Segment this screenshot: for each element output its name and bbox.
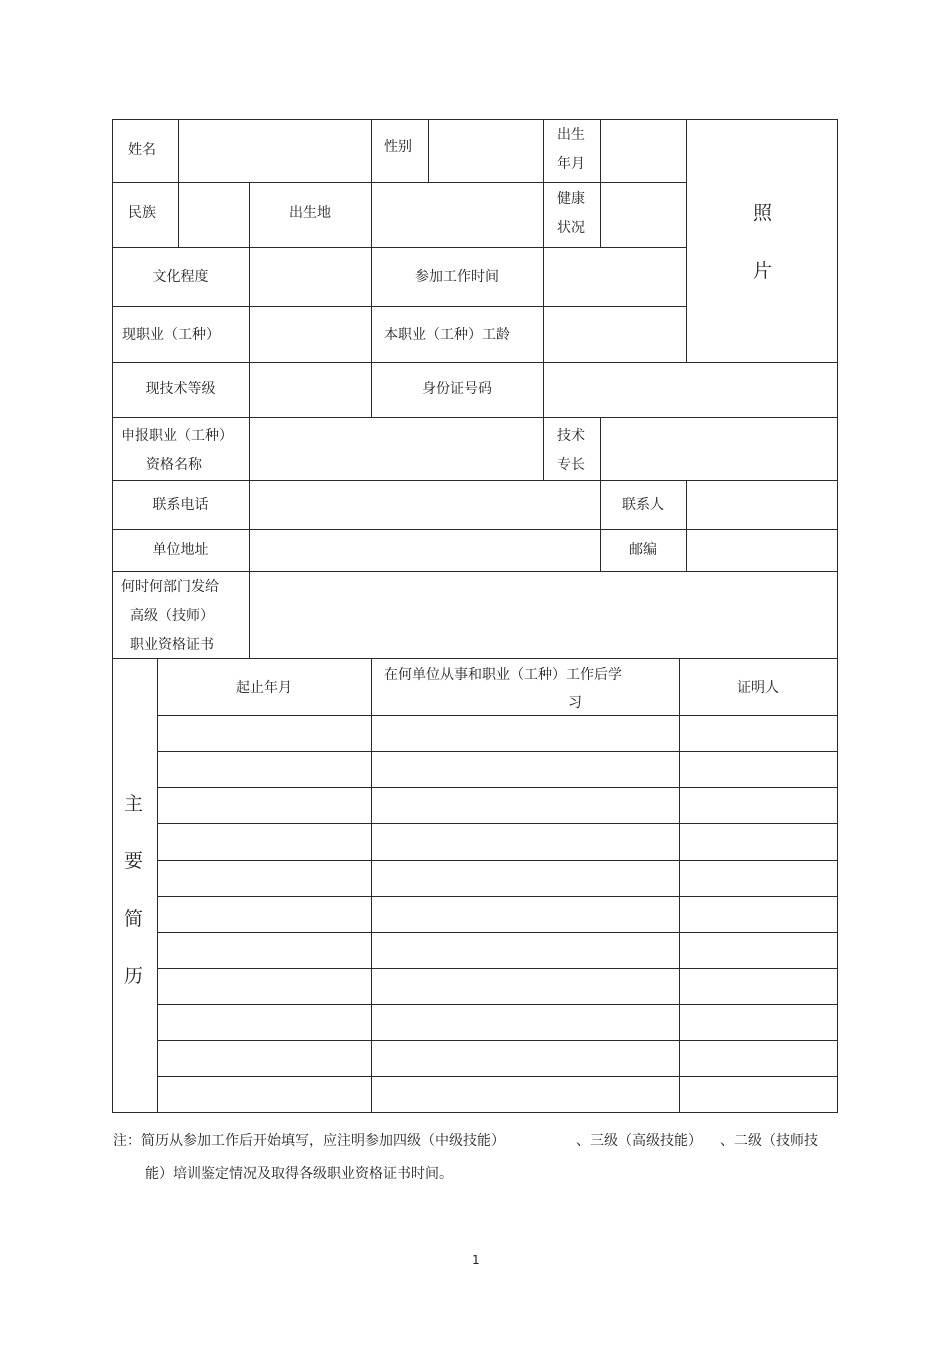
resume-col-line: [371, 658, 372, 1113]
form-border-top: [112, 119, 838, 120]
row-line-7: [112, 529, 838, 530]
footnote-line1-part2: 、三级（高级技能）: [576, 1133, 702, 1149]
resume-section-label-char4: 历: [124, 965, 144, 987]
resume-work-header-line1: 在何单位从事和职业（工种）工作后学: [384, 667, 622, 683]
photo-label-line2: 片: [753, 260, 773, 282]
col-line: [600, 417, 601, 480]
row-line-2: [112, 247, 687, 248]
birth-date-label-line1: 出生: [557, 127, 585, 143]
work-start-label: 参加工作时间: [415, 269, 499, 285]
row-line-5: [112, 417, 838, 418]
contact-label: 联系人: [622, 497, 664, 513]
tech-level-label: 现技术等级: [145, 381, 216, 397]
photo-label-line1: 照: [753, 202, 773, 224]
phone-label: 联系电话: [152, 497, 209, 513]
education-label: 文化程度: [152, 269, 209, 285]
current-job-label: 现职业（工种）: [122, 327, 220, 343]
form-border-bottom: [112, 1112, 838, 1113]
applied-job-label-line2: 资格名称: [146, 457, 202, 473]
page-number: 1: [472, 1253, 480, 1267]
postcode-label: 邮编: [629, 542, 657, 558]
footnote-line1-part3: 、二级（技师技: [720, 1133, 818, 1149]
row-line-6: [112, 480, 838, 481]
footnote-line2: 能）培训鉴定情况及取得各级职业资格证书时间。: [145, 1166, 453, 1182]
col-line: [428, 119, 429, 182]
resume-row-line: [157, 1004, 838, 1005]
resume-row-line: [157, 1040, 838, 1041]
certificate-label-line1: 何时何部门发给: [121, 579, 219, 595]
resume-col-line: [679, 658, 680, 1113]
col-line: [600, 119, 601, 247]
specialty-label-line1: 技术: [557, 428, 585, 444]
col-line: [371, 119, 372, 182]
applied-job-label-line1: 申报职业（工种）: [121, 428, 233, 444]
col-line: [249, 182, 250, 658]
col-line: [686, 119, 687, 362]
resume-row-line: [157, 896, 838, 897]
resume-row-line: [157, 860, 838, 861]
form-border-right: [837, 119, 838, 1113]
col-line: [686, 480, 687, 571]
specialty-label-line2: 专长: [557, 457, 585, 473]
ethnicity-label: 民族: [128, 205, 156, 221]
resume-row-line: [157, 823, 838, 824]
row-line-3: [112, 306, 687, 307]
resume-row-line: [157, 1076, 838, 1077]
col-line: [178, 119, 179, 247]
gender-label: 性别: [384, 139, 412, 155]
health-label-line2: 状况: [557, 220, 585, 236]
resume-col-line: [157, 658, 158, 1113]
row-line-8: [112, 571, 838, 572]
certificate-label-line2: 高级（技师）: [130, 608, 214, 624]
resume-row-line: [157, 751, 838, 752]
name-label: 姓名: [128, 142, 156, 158]
job-years-label: 本职业（工种）工龄: [384, 327, 510, 343]
resume-section-label-char2: 要: [124, 850, 144, 872]
resume-row-line: [157, 787, 838, 788]
certificate-label-line3: 职业资格证书: [130, 637, 214, 653]
resume-section-label-char1: 主: [124, 793, 144, 815]
resume-witness-header: 证明人: [737, 680, 779, 696]
resume-row-line: [157, 932, 838, 933]
health-label-line1: 健康: [557, 191, 585, 207]
resume-header-line: [157, 715, 838, 716]
id-number-label: 身份证号码: [422, 381, 492, 397]
col-line: [543, 119, 544, 480]
row-line-4: [112, 362, 838, 363]
birth-date-label-line2: 年月: [557, 156, 585, 172]
address-label: 单位地址: [152, 542, 209, 558]
birthplace-label: 出生地: [289, 205, 331, 221]
resume-row-line: [157, 968, 838, 969]
footnote-line1-part1: 注：简历从参加工作后开始填写，应注明参加四级（中级技能）: [113, 1133, 505, 1149]
resume-period-header: 起止年月: [236, 680, 292, 696]
resume-work-header-line2: 习: [568, 695, 582, 711]
resume-section-label-char3: 简: [124, 908, 144, 930]
row-line-9: [112, 658, 838, 659]
